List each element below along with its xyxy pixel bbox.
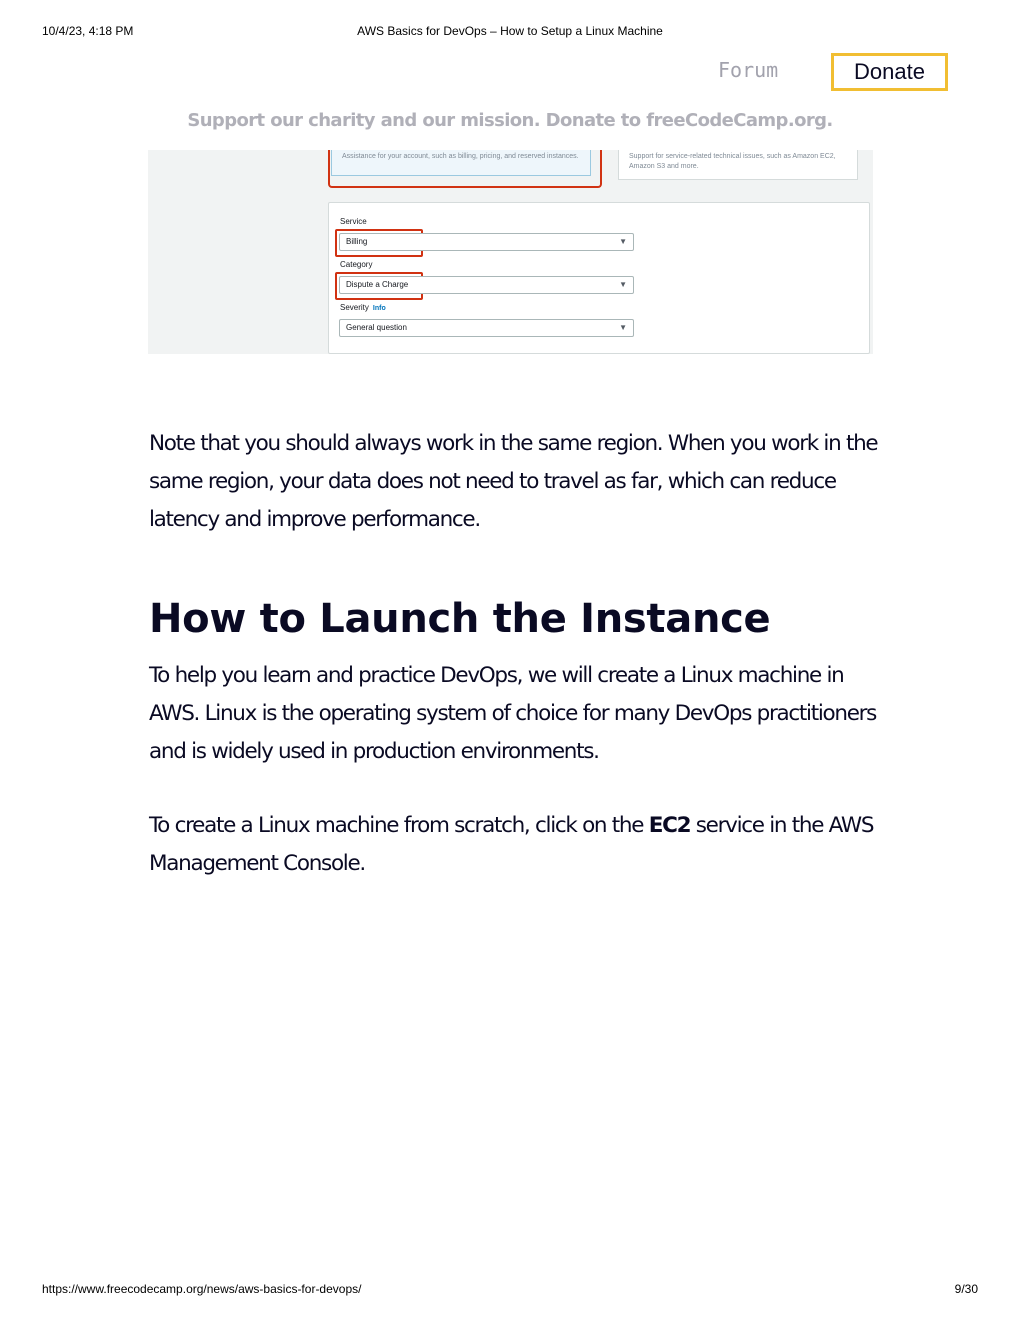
severity-label-text: Severity [340,303,369,312]
support-banner: Support our charity and our mission. Donate to freeCodeCamp.org. [187,110,833,131]
aws-support-case-screenshot [148,150,873,354]
section-heading: How to Launch the Instance [149,596,771,642]
service-value: Billing [346,237,368,246]
print-footer [42,1282,978,1298]
create-paragraph-end: service in the AWS Management Console. [149,813,874,876]
severity-info-link: Info [372,305,386,312]
technical-support-card [618,150,858,180]
account-billing-highlight [328,150,602,188]
ec2-emphasis: EC2 [648,813,691,838]
intro-paragraph: To help you learn and practice DevOps, we will create a Linux machine in AWS. Linux is the operating system of choice for many DevOps practitioners and is widely used in production environments. [149,663,877,764]
category-value: Dispute a Charge [346,280,409,289]
donate-button[interactable]: Donate [831,53,948,91]
technical-support-card-text: Support for service-related technical issues, such as Amazon EC2, Amazon S3 and more. [629,153,836,170]
severity-label [340,303,386,312]
case-details-panel [328,202,870,354]
region-paragraph: Note that you should always work in the same region. When you work in the same region, your data does not need to travel as far, which can reduce latency and improve performance. [149,431,878,532]
service-label: Service [340,217,367,226]
print-page-title: AWS Basics for DevOps – How to Setup a Linux Machine [357,24,663,38]
forum-link[interactable]: Forum [718,58,779,82]
chevron-down-icon: ▼ [619,237,627,246]
severity-value: General question [346,323,407,332]
chevron-down-icon: ▼ [619,280,627,289]
account-billing-card-text: Assistance for your account, such as billing, pricing, and reserved instances. [342,153,579,160]
category-select [339,276,634,294]
create-paragraph-start: To create a Linux machine from scratch, click on the [149,813,649,838]
service-select [339,233,634,251]
print-page-number: 9/30 [954,1282,978,1296]
print-header [42,24,978,40]
print-datetime: 10/4/23, 4:18 PM [42,24,134,38]
chevron-down-icon: ▼ [619,323,627,332]
category-label: Category [340,260,373,269]
create-paragraph [149,807,879,883]
print-url: https://www.freecodecamp.org/news/aws-basics-for-devops/ [42,1282,362,1296]
severity-select [339,319,634,337]
